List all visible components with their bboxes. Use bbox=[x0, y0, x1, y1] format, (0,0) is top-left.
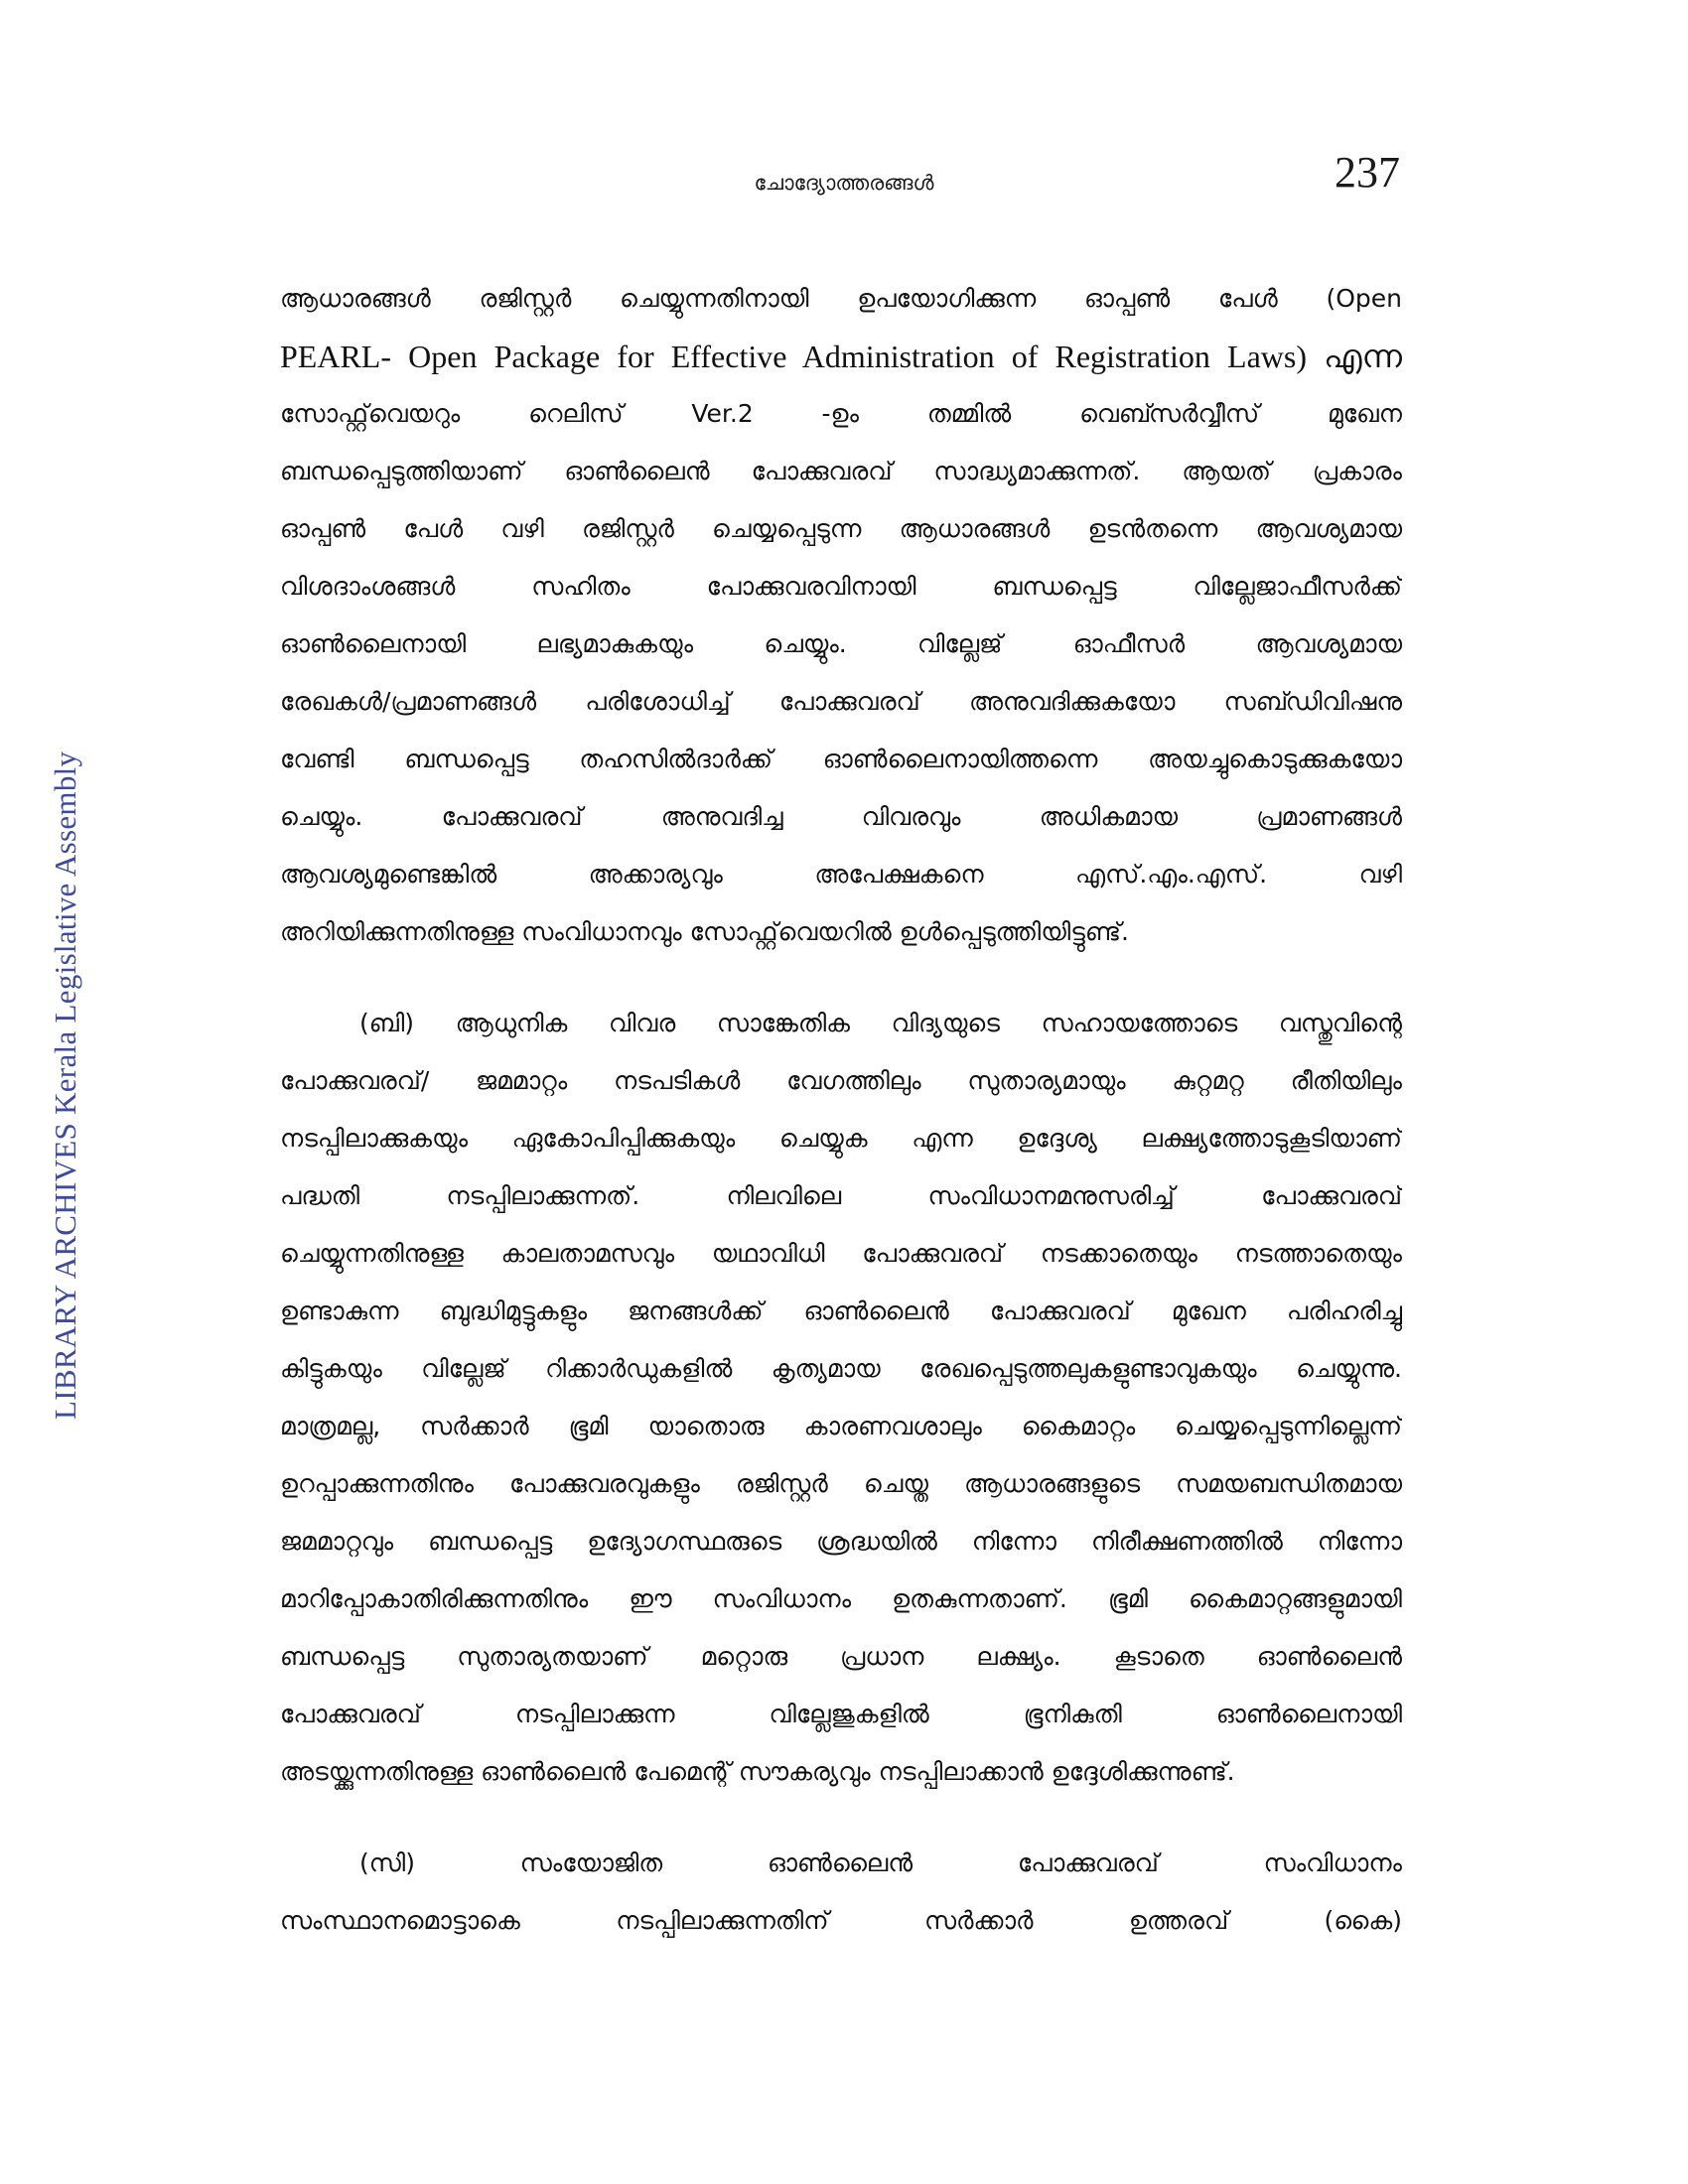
paragraph-spacer bbox=[280, 961, 1402, 995]
text-line: മാറിപ്പോകാതിരിക്കുന്നതിനും ഈ സംവിധാനം ഉതകുന്നതാണ്. ഭൂമി കൈമാറ്റങ്ങളുമായി bbox=[280, 1584, 1402, 1613]
text-line: സോഫ്റ്റ്‌വെയറും റെലിസ് Ver.2 -ഉം തമ്മിൽ വെബ്സർവ്വീസ് മുഖേന bbox=[280, 399, 1402, 428]
text-line: കിട്ടുകയും വില്ലേജ് റിക്കാർഡുകളിൽ കൃത്യമായ രേഖപ്പെടുത്തലുകളുണ്ടാവുകയും ചെയ്യുന്നു. bbox=[280, 1354, 1402, 1383]
text-line: അടയ്ക്കുന്നതിനുള്ള ഓൺലൈൻ പേമെന്റ് സൗകര്യവും നടപ്പിലാക്കാൻ ഉദ്ദേശിക്കുന്നുണ്ട്. bbox=[280, 1757, 1235, 1786]
text-line: മാത്രമല്ല, സർക്കാർ ഭൂമി യാതൊരു കാരണവശാലും കൈമാറ്റം ചെയ്യപ്പെടുന്നില്ലെന്ന് bbox=[280, 1412, 1402, 1440]
text-line: അറിയിക്കുന്നതിനുള്ള സംവിധാനവും സോഫ്റ്റ്‌വെയറിൽ ഉൾപ്പെടുത്തിയിട്ടുണ്ട്. bbox=[280, 917, 1129, 946]
text-line: പോക്കുവരവ് നടപ്പിലാക്കുന്ന വില്ലേജുകളിൽ ഭൂനികുതി ഓൺലൈനായി bbox=[280, 1700, 1402, 1728]
text-line: ആധാരങ്ങൾ രജിസ്റ്റർ ചെയ്യുന്നതിനായി ഉപയോഗിക്കുന്ന ഓപ്പൺ പേൾ (Open bbox=[280, 284, 1402, 313]
paragraph-spacer bbox=[280, 1801, 1402, 1835]
text-line: ഓപ്പൺ പേൾ വഴി രജിസ്റ്റർ ചെയ്യപ്പെടുന്ന ആധാരങ്ങൾ ഉടൻതന്നെ ആവശ്യമായ bbox=[280, 514, 1402, 543]
text-line: സംസ്ഥാനമൊട്ടാകെ നടപ്പിലാക്കുന്നതിന് സർക്കാർ ഉത്തരവ് (കൈ) bbox=[280, 1906, 1402, 1935]
paragraph-b bbox=[280, 995, 1402, 1801]
archive-watermark: LIBRARY ARCHIVES Kerala Legislative Assembly bbox=[48, 751, 82, 1420]
text-line: ഉണ്ടാകുന്ന ബുദ്ധിമുട്ടുകളും ജനങ്ങൾക്ക് ഓൺലൈൻ പോക്കുവരവ് മുഖേന പരിഹരിച്ചു bbox=[280, 1297, 1402, 1325]
text-line: രേഖകൾ/പ്രമാണങ്ങൾ പരിശോധിച്ച് പോക്കുവരവ് അനുവദിക്കുകയോ സബ്ഡിവിഷനു bbox=[280, 687, 1402, 716]
body-text bbox=[280, 270, 1402, 1950]
text-line: ജമമാറ്റവും ബന്ധപ്പെട്ട ഉദ്യോഗസ്ഥരുടെ ശ്രദ്ധയിൽ നിന്നോ നിരീക്ഷണത്തിൽ നിന്നോ bbox=[280, 1527, 1402, 1556]
text-line: PEARL- Open Package for Effective Administration of Registration Laws) എന്ന bbox=[280, 339, 1402, 374]
text-line: വേണ്ടി ബന്ധപ്പെട്ട തഹസിൽദാർക്ക് ഓൺലൈനായിത്തന്നെ അയച്ചുകൊടുക്കുകയോ bbox=[280, 745, 1402, 773]
text-line: (സി) സംയോജിത ഓൺലൈൻ പോക്കുവരവ് സംവിധാനം bbox=[359, 1848, 1402, 1877]
text-line: (ബി) ആധുനിക വിവര സാങ്കേതിക വിദ്യയുടെ സഹായത്തോടെ വസ്തുവിന്റെ bbox=[359, 1009, 1402, 1037]
text-line: വിശദാംശങ്ങൾ സഹിതം പോക്കുവരവിനായി ബന്ധപ്പെട്ട വില്ലേജാഫീസർക്ക് bbox=[280, 572, 1402, 601]
text-line: ചെയ്യും. പോക്കുവരവ് അനുവദിച്ച വിവരവും അധികമായ പ്രമാണങ്ങൾ bbox=[280, 802, 1402, 831]
page-number: 237 bbox=[1335, 148, 1400, 197]
text-line: ബന്ധപ്പെട്ട സുതാര്യതയാണ് മറ്റൊരു പ്രധാന ലക്ഷ്യം. കൂടാതെ ഓൺലൈൻ bbox=[280, 1642, 1402, 1671]
paragraph-c bbox=[280, 1835, 1402, 1950]
running-header: ചോദ്യോത്തരങ്ങൾ bbox=[754, 171, 934, 195]
text-line: ഉറപ്പാക്കുന്നതിനും പോക്കുവരവുകളും രജിസ്റ്റർ ചെയ്ത ആധാരങ്ങളുടെ സമയബന്ധിതമായ bbox=[280, 1469, 1402, 1498]
text-line: ആവശ്യമുണ്ടെങ്കിൽ അക്കാര്യവും അപേക്ഷകനെ എസ്.എം.എസ്. വഴി bbox=[280, 860, 1402, 888]
text-line: നടപ്പിലാക്കുകയും ഏകോപിപ്പിക്കുകയും ചെയ്യുക എന്ന ഉദ്ദേശ്യ ലക്ഷ്യത്തോടുകൂടിയാണ് bbox=[280, 1124, 1402, 1153]
paragraph-a bbox=[280, 270, 1402, 961]
text-line: ഓൺലൈനായി ലഭ്യമാകുകയും ചെയ്യും. വില്ലേജ് ഓഫീസർ ആവശ്യമായ bbox=[280, 629, 1402, 658]
text-line: പദ്ധതി നടപ്പിലാക്കുന്നത്. നിലവിലെ സംവിധാനമനുസരിച്ച് പോക്കുവരവ് bbox=[280, 1181, 1402, 1210]
text-line: ചെയ്യുന്നതിനുള്ള കാലതാമസവും യഥാവിധി പോക്കുവരവ് നടക്കാതെയും നടത്താതെയും bbox=[280, 1239, 1402, 1268]
text-line: ബന്ധപ്പെടുത്തിയാണ് ഓൺലൈൻ പോക്കുവരവ് സാദ്ധ്യമാക്കുന്നത്. ആയത് പ്രകാരം bbox=[280, 457, 1402, 485]
text-line: പോക്കുവരവ്/ ജമമാറ്റം നടപടികൾ വേഗത്തിലും സുതാര്യമായും കുറ്റമറ്റ രീതിയിലും bbox=[280, 1066, 1402, 1095]
